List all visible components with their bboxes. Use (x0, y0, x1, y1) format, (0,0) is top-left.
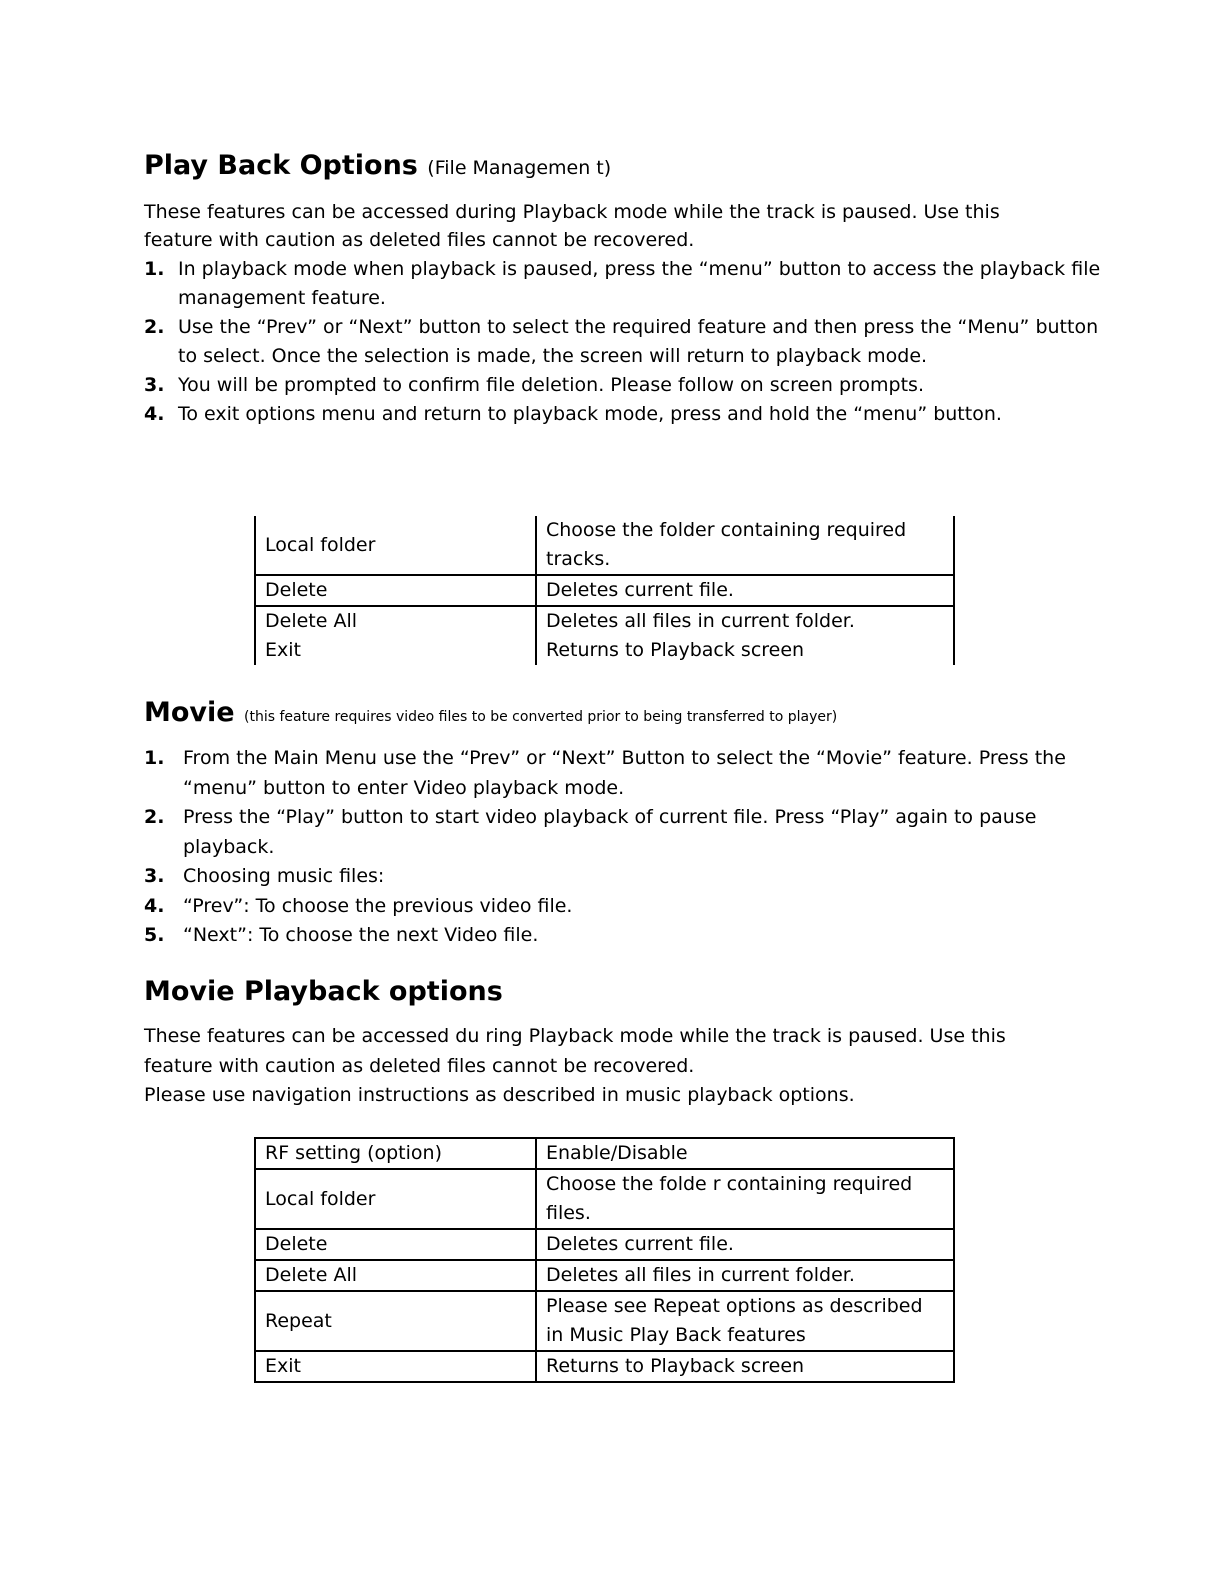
intro-line: feature with caution as deleted files cannot be recovered. (144, 1054, 695, 1077)
list-number: 3. (144, 374, 165, 396)
intro-line: These features can be accessed du ring Playback mode while the track is paused. Use this (144, 1025, 1006, 1047)
option-cell: Exit (255, 1351, 536, 1382)
list-text: You will be prompted to confirm file deletion. Please follow on screen prompts. (178, 374, 924, 396)
description-cell: Returns to Playback screen (536, 636, 954, 665)
table-row (255, 516, 954, 575)
section-title: Movie Playback options (144, 976, 503, 1007)
description-cell: Deletes all files in current folder. (536, 1260, 954, 1291)
description-cell: Please see Repeat options as described in Music Play Back features (536, 1291, 954, 1351)
table-row (255, 1138, 954, 1169)
option-cell: Exit (255, 636, 536, 665)
list-number: 4. (144, 894, 165, 917)
table-row (255, 1291, 954, 1351)
table-row (255, 636, 954, 665)
movie-steps-list (144, 744, 1109, 951)
list-text: Choosing music files: (183, 865, 385, 887)
list-text: Use the “Prev” or “Next” button to select the required feature and then press the “Menu” button to select. Once the selection is made, the screen will return to playback mode. (178, 316, 1099, 367)
list-item (144, 744, 1109, 803)
section-heading-movie (144, 697, 837, 728)
list-item (144, 892, 1109, 922)
list-item (144, 371, 1104, 400)
list-number: 5. (144, 924, 165, 946)
description-cell: Returns to Playback screen (536, 1351, 954, 1382)
table-row (255, 1169, 954, 1229)
list-item (144, 921, 1109, 951)
list-item (144, 862, 1109, 892)
description-cell: Choose the folde r containing required files. (536, 1169, 954, 1229)
table-row (255, 1260, 954, 1291)
list-number: 1. (144, 747, 165, 769)
list-text: From the Main Menu use the “Prev” or “Next” Button to select the “Movie” feature. Press the “menu” button to enter Video playback mode. (183, 747, 1066, 799)
description-cell: Enable/Disable (536, 1138, 954, 1169)
list-number: 4. (144, 403, 165, 425)
description-cell: Deletes current file. (536, 575, 954, 606)
intro-line: feature with caution as deleted files cannot be recovered. (144, 229, 695, 251)
option-cell: Local folder (255, 516, 536, 575)
description-cell: Choose the folder containing required tracks. (536, 516, 954, 575)
section-subtitle: (File Managemen t) (427, 157, 612, 179)
list-text: To exit options menu and return to playback mode, press and hold the “menu” button. (178, 403, 1002, 425)
description-cell: Deletes current file. (536, 1229, 954, 1260)
description-cell: Deletes all files in current folder. (536, 606, 954, 636)
section-intro (144, 1022, 1104, 1111)
movie-playback-options-table (254, 1137, 955, 1383)
section-title: Movie (144, 697, 235, 728)
list-number: 3. (144, 865, 165, 887)
table-row (255, 606, 954, 636)
list-number: 1. (144, 258, 165, 280)
option-cell: Local folder (255, 1169, 536, 1229)
list-item (144, 255, 1104, 313)
list-number: 2. (144, 316, 165, 338)
list-item (144, 803, 1109, 862)
playback-steps-list (144, 255, 1104, 429)
list-text: “Next”: To choose the next Video file. (183, 924, 539, 946)
list-text: “Prev”: To choose the previous video file. (183, 894, 573, 917)
list-item (144, 400, 1104, 429)
list-text: In playback mode when playback is paused, press the “menu” button to access the playback file management feature. (178, 258, 1101, 309)
option-cell: Repeat (255, 1291, 536, 1351)
section-title: Play Back Options (144, 150, 418, 181)
section-heading-playback-options (144, 150, 611, 181)
section-intro (144, 198, 1104, 254)
option-cell: Delete (255, 575, 536, 606)
option-cell: Delete (255, 1229, 536, 1260)
option-cell: Delete All (255, 1260, 536, 1291)
option-cell: Delete All (255, 606, 536, 636)
playback-options-table (254, 516, 955, 665)
section-subtitle: (this feature requires video files to be converted prior to being transferred to player) (244, 709, 838, 725)
intro-line: These features can be accessed during Playback mode while the track is paused. Use this (144, 201, 1000, 223)
table-row (255, 575, 954, 606)
table-row (255, 1229, 954, 1260)
list-text: Press the “Play” button to start video playback of current file. Press “Play” again to pause playback. (183, 806, 1037, 858)
list-number: 2. (144, 806, 165, 828)
option-cell: RF setting (option) (255, 1138, 536, 1169)
list-item (144, 313, 1104, 371)
table-row (255, 1351, 954, 1382)
intro-line: Please use navigation instructions as described in music playback options. (144, 1084, 855, 1106)
section-heading-movie-playback-options (144, 976, 503, 1007)
